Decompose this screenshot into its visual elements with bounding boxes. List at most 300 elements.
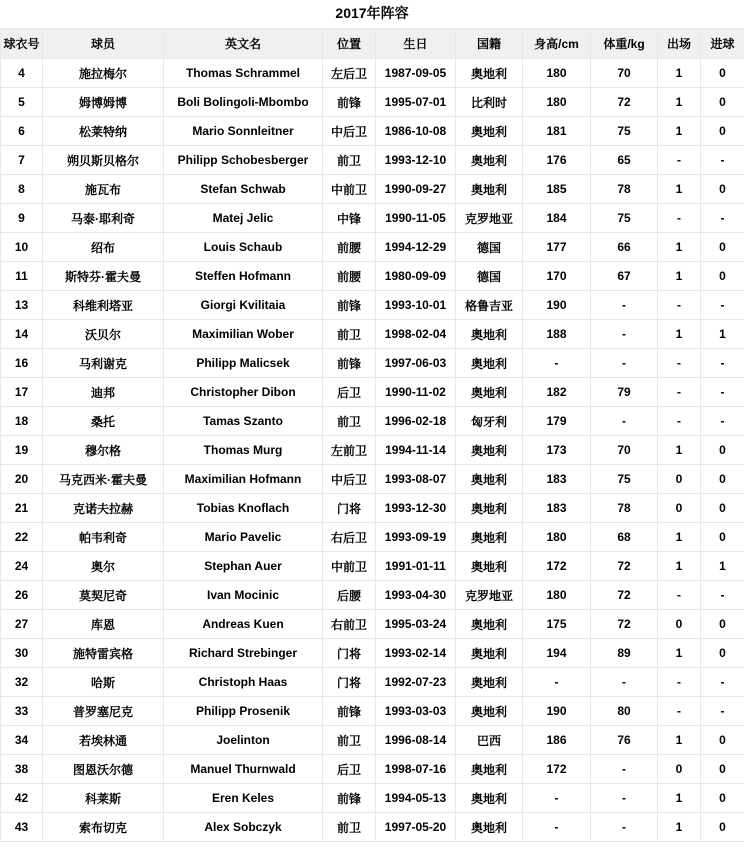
table-cell: 奥地利 [456, 349, 523, 378]
table-cell: Christoph Haas [164, 668, 323, 697]
table-body [1, 59, 744, 842]
table-cell: 1993-12-10 [376, 146, 456, 175]
table-cell: 门将 [323, 494, 376, 523]
table-cell: 奥地利 [456, 320, 523, 349]
table-cell: 76 [591, 726, 658, 755]
table-cell: 奥地利 [456, 436, 523, 465]
column-header: 生日 [376, 29, 456, 59]
table-cell: 奥地利 [456, 59, 523, 88]
header-row [1, 29, 744, 59]
table-cell: 20 [1, 465, 43, 494]
table-cell: - [523, 668, 591, 697]
table-cell: 马克西米·霍夫曼 [43, 465, 164, 494]
table-cell: 中锋 [323, 204, 376, 233]
table-cell: - [591, 291, 658, 320]
column-header: 出场 [658, 29, 701, 59]
table-cell: 188 [523, 320, 591, 349]
table-cell: 斯特芬·霍夫曼 [43, 262, 164, 291]
table-cell: 78 [591, 175, 658, 204]
table-cell: 0 [701, 175, 744, 204]
table-cell: 1 [658, 523, 701, 552]
table-cell: 80 [591, 697, 658, 726]
table-cell: 184 [523, 204, 591, 233]
table-header [1, 29, 744, 59]
table-cell: 1 [658, 233, 701, 262]
table-cell: 普罗塞尼克 [43, 697, 164, 726]
table-cell: - [523, 813, 591, 842]
table-cell: 21 [1, 494, 43, 523]
table-cell: 1 [658, 175, 701, 204]
table-cell: 42 [1, 784, 43, 813]
table-cell: 32 [1, 668, 43, 697]
table-cell: 1 [658, 726, 701, 755]
table-cell: 前锋 [323, 784, 376, 813]
table-cell: 后卫 [323, 755, 376, 784]
table-cell: 前锋 [323, 349, 376, 378]
table-cell: 索布切克 [43, 813, 164, 842]
table-cell: 施特雷宾格 [43, 639, 164, 668]
table-cell: 1996-02-18 [376, 407, 456, 436]
table-cell: 0 [701, 523, 744, 552]
table-cell: 194 [523, 639, 591, 668]
table-cell: 图恩沃尔德 [43, 755, 164, 784]
table-cell: 182 [523, 378, 591, 407]
table-cell: 1980-09-09 [376, 262, 456, 291]
table-cell: 1991-01-11 [376, 552, 456, 581]
table-cell: 43 [1, 813, 43, 842]
table-row [1, 465, 744, 494]
table-cell: - [591, 320, 658, 349]
table-cell: 89 [591, 639, 658, 668]
table-cell: 奥地利 [456, 697, 523, 726]
table-cell: - [701, 668, 744, 697]
table-cell: - [658, 146, 701, 175]
table-cell: 0 [701, 465, 744, 494]
table-cell: 中前卫 [323, 552, 376, 581]
table-cell: Richard Strebinger [164, 639, 323, 668]
table-cell: Mario Sonnleitner [164, 117, 323, 146]
table-cell: 奥地利 [456, 552, 523, 581]
table-cell: 33 [1, 697, 43, 726]
table-cell: Matej Jelic [164, 204, 323, 233]
table-cell: 79 [591, 378, 658, 407]
table-cell: 迪邦 [43, 378, 164, 407]
column-header: 身高/cm [523, 29, 591, 59]
table-cell: Tamas Szanto [164, 407, 323, 436]
table-cell: 0 [701, 726, 744, 755]
table-row [1, 320, 744, 349]
table-cell: 1 [658, 639, 701, 668]
table-cell: 奥地利 [456, 494, 523, 523]
table-cell: 22 [1, 523, 43, 552]
table-cell: - [591, 349, 658, 378]
table-cell: 1 [658, 552, 701, 581]
table-cell: 1997-06-03 [376, 349, 456, 378]
table-cell: 172 [523, 552, 591, 581]
table-cell: Maximilian Hofmann [164, 465, 323, 494]
table-cell: 27 [1, 610, 43, 639]
table-cell: 门将 [323, 668, 376, 697]
table-cell: - [591, 407, 658, 436]
table-cell: - [658, 204, 701, 233]
table-cell: Manuel Thurnwald [164, 755, 323, 784]
table-cell: 穆尔格 [43, 436, 164, 465]
table-row [1, 813, 744, 842]
table-cell: - [591, 784, 658, 813]
table-cell: 科莱斯 [43, 784, 164, 813]
table-cell: Thomas Schrammel [164, 59, 323, 88]
table-cell: 176 [523, 146, 591, 175]
table-cell: 1996-08-14 [376, 726, 456, 755]
table-row [1, 233, 744, 262]
table-cell: 克罗地亚 [456, 204, 523, 233]
table-cell: 8 [1, 175, 43, 204]
table-cell: 67 [591, 262, 658, 291]
table-cell: 1 [658, 784, 701, 813]
table-cell: 左前卫 [323, 436, 376, 465]
table-cell: - [701, 291, 744, 320]
table-cell: 24 [1, 552, 43, 581]
table-cell: 哈斯 [43, 668, 164, 697]
table-cell: 1993-10-01 [376, 291, 456, 320]
table-cell: 巴西 [456, 726, 523, 755]
table-cell: 1 [658, 436, 701, 465]
table-cell: - [701, 204, 744, 233]
table-cell: 180 [523, 88, 591, 117]
table-cell: 0 [658, 610, 701, 639]
table-cell: 克诺夫拉赫 [43, 494, 164, 523]
table-row [1, 407, 744, 436]
table-cell: 0 [701, 784, 744, 813]
table-cell: 4 [1, 59, 43, 88]
table-cell: 1987-09-05 [376, 59, 456, 88]
table-cell: 172 [523, 755, 591, 784]
table-cell: 中后卫 [323, 117, 376, 146]
table-cell: 14 [1, 320, 43, 349]
table-cell: 桑托 [43, 407, 164, 436]
table-cell: 26 [1, 581, 43, 610]
table-cell: 1992-07-23 [376, 668, 456, 697]
table-cell: 奥尔 [43, 552, 164, 581]
table-cell: 马利谢克 [43, 349, 164, 378]
table-row [1, 610, 744, 639]
table-cell: - [701, 697, 744, 726]
table-cell: 75 [591, 117, 658, 146]
table-cell: 德国 [456, 262, 523, 291]
table-cell: 1 [658, 262, 701, 291]
column-header: 进球 [701, 29, 744, 59]
table-cell: 72 [591, 88, 658, 117]
table-row [1, 552, 744, 581]
table-cell: 1990-09-27 [376, 175, 456, 204]
table-cell: 左后卫 [323, 59, 376, 88]
table-cell: 0 [701, 233, 744, 262]
table-cell: 1994-12-29 [376, 233, 456, 262]
table-row [1, 204, 744, 233]
table-row [1, 349, 744, 378]
table-cell: Philipp Schobesberger [164, 146, 323, 175]
table-cell: 前腰 [323, 262, 376, 291]
table-cell: 前锋 [323, 88, 376, 117]
table-cell: 1986-10-08 [376, 117, 456, 146]
table-cell: 若埃林通 [43, 726, 164, 755]
table-cell: 11 [1, 262, 43, 291]
table-cell: Giorgi Kvilitaia [164, 291, 323, 320]
column-header: 体重/kg [591, 29, 658, 59]
table-row [1, 291, 744, 320]
table-row [1, 581, 744, 610]
table-cell: 17 [1, 378, 43, 407]
table-cell: 34 [1, 726, 43, 755]
column-header: 位置 [323, 29, 376, 59]
table-cell: 1998-02-04 [376, 320, 456, 349]
table-cell: 68 [591, 523, 658, 552]
table-cell: - [523, 784, 591, 813]
table-cell: 1 [701, 552, 744, 581]
table-cell: 奥地利 [456, 668, 523, 697]
table-cell: - [658, 378, 701, 407]
table-cell: 0 [701, 59, 744, 88]
column-header: 球衣号 [1, 29, 43, 59]
table-cell: Ivan Mocinic [164, 581, 323, 610]
table-cell: 5 [1, 88, 43, 117]
table-cell: Steffen Hofmann [164, 262, 323, 291]
table-cell: Joelinton [164, 726, 323, 755]
table-cell: 1 [658, 813, 701, 842]
column-header: 国籍 [456, 29, 523, 59]
table-cell: - [701, 407, 744, 436]
table-cell: 9 [1, 204, 43, 233]
table-cell: 奥地利 [456, 610, 523, 639]
table-cell: - [701, 349, 744, 378]
table-cell: Boli Bolingoli-Mbombo [164, 88, 323, 117]
table-cell: 奥地利 [456, 639, 523, 668]
table-cell: 奥地利 [456, 117, 523, 146]
table-cell: 门将 [323, 639, 376, 668]
table-cell: 175 [523, 610, 591, 639]
table-cell: 66 [591, 233, 658, 262]
table-cell: 1995-03-24 [376, 610, 456, 639]
table-cell: 18 [1, 407, 43, 436]
table-row [1, 146, 744, 175]
table-cell: Stefan Schwab [164, 175, 323, 204]
table-cell: 莫契尼奇 [43, 581, 164, 610]
table-cell: 施瓦布 [43, 175, 164, 204]
table-cell: 10 [1, 233, 43, 262]
table-cell: 姆博姆博 [43, 88, 164, 117]
table-cell: 0 [701, 610, 744, 639]
table-cell: 180 [523, 523, 591, 552]
table-row [1, 639, 744, 668]
table-cell: 65 [591, 146, 658, 175]
table-cell: Philipp Prosenik [164, 697, 323, 726]
table-cell: 72 [591, 581, 658, 610]
table-row [1, 378, 744, 407]
table-cell: 松莱特纳 [43, 117, 164, 146]
table-cell: 1 [658, 88, 701, 117]
table-cell: 0 [658, 465, 701, 494]
table-cell: Christopher Dibon [164, 378, 323, 407]
table-cell: 奥地利 [456, 146, 523, 175]
table-cell: 1998-07-16 [376, 755, 456, 784]
table-cell: 179 [523, 407, 591, 436]
table-cell: 19 [1, 436, 43, 465]
table-cell: - [701, 378, 744, 407]
table-cell: 75 [591, 465, 658, 494]
table-cell: 格鲁吉亚 [456, 291, 523, 320]
table-cell: Philipp Malicsek [164, 349, 323, 378]
table-cell: 1993-03-03 [376, 697, 456, 726]
table-cell: 173 [523, 436, 591, 465]
table-cell: 马泰·耶利奇 [43, 204, 164, 233]
table-cell: 78 [591, 494, 658, 523]
table-cell: Thomas Murg [164, 436, 323, 465]
table-cell: 奥地利 [456, 175, 523, 204]
table-row [1, 59, 744, 88]
table-cell: 后卫 [323, 378, 376, 407]
table-row [1, 668, 744, 697]
table-cell: 右后卫 [323, 523, 376, 552]
table-cell: 前卫 [323, 407, 376, 436]
table-cell: - [658, 697, 701, 726]
table-cell: 0 [658, 755, 701, 784]
table-cell: Stephan Auer [164, 552, 323, 581]
table-cell: 185 [523, 175, 591, 204]
table-cell: 1990-11-05 [376, 204, 456, 233]
table-cell: - [658, 291, 701, 320]
table-cell: 匈牙利 [456, 407, 523, 436]
table-cell: 沃贝尔 [43, 320, 164, 349]
table-cell: 0 [701, 639, 744, 668]
table-row [1, 726, 744, 755]
table-cell: Andreas Kuen [164, 610, 323, 639]
table-cell: 180 [523, 59, 591, 88]
table-cell: - [658, 581, 701, 610]
table-cell: 0 [701, 813, 744, 842]
table-cell: 奥地利 [456, 378, 523, 407]
table-cell: 0 [701, 117, 744, 146]
table-cell: 7 [1, 146, 43, 175]
table-row [1, 494, 744, 523]
table-cell: 16 [1, 349, 43, 378]
table-cell: 1994-11-14 [376, 436, 456, 465]
table-cell: 1993-02-14 [376, 639, 456, 668]
table-cell: 1 [658, 320, 701, 349]
table-cell: 中后卫 [323, 465, 376, 494]
table-cell: 72 [591, 552, 658, 581]
table-cell: 中前卫 [323, 175, 376, 204]
table-cell: 186 [523, 726, 591, 755]
table-cell: 190 [523, 291, 591, 320]
table-cell: - [591, 668, 658, 697]
table-cell: 1994-05-13 [376, 784, 456, 813]
table-cell: 183 [523, 465, 591, 494]
table-cell: 177 [523, 233, 591, 262]
table-cell: 183 [523, 494, 591, 523]
table-cell: 1993-09-19 [376, 523, 456, 552]
table-row [1, 262, 744, 291]
table-cell: 6 [1, 117, 43, 146]
table-row [1, 523, 744, 552]
table-row [1, 784, 744, 813]
table-cell: 奥地利 [456, 813, 523, 842]
table-cell: 0 [701, 88, 744, 117]
table-cell: 1993-12-30 [376, 494, 456, 523]
table-cell: 0 [701, 262, 744, 291]
table-cell: 前腰 [323, 233, 376, 262]
table-cell: 朔贝斯贝格尔 [43, 146, 164, 175]
table-cell: 1993-08-07 [376, 465, 456, 494]
table-row [1, 697, 744, 726]
table-cell: 前卫 [323, 320, 376, 349]
table-cell: 0 [701, 436, 744, 465]
table-cell: 0 [701, 755, 744, 784]
table-cell: 1993-04-30 [376, 581, 456, 610]
table-cell: 奥地利 [456, 755, 523, 784]
table-cell: 绍布 [43, 233, 164, 262]
table-cell: 1 [658, 59, 701, 88]
table-cell: 0 [658, 494, 701, 523]
table-cell: 科维利塔亚 [43, 291, 164, 320]
table-cell: 180 [523, 581, 591, 610]
table-cell: 克罗地亚 [456, 581, 523, 610]
table-cell: 帕韦利奇 [43, 523, 164, 552]
table-cell: 1997-05-20 [376, 813, 456, 842]
table-cell: Alex Sobczyk [164, 813, 323, 842]
table-cell: 1 [658, 117, 701, 146]
table-cell: 13 [1, 291, 43, 320]
table-cell: 30 [1, 639, 43, 668]
table-cell: - [591, 755, 658, 784]
table-cell: 前锋 [323, 291, 376, 320]
column-header: 英文名 [164, 29, 323, 59]
table-cell: 德国 [456, 233, 523, 262]
table-cell: 170 [523, 262, 591, 291]
table-cell: 奥地利 [456, 784, 523, 813]
page-title: 2017年阵容 [335, 5, 409, 21]
table-row [1, 175, 744, 204]
table-cell: Tobias Knoflach [164, 494, 323, 523]
table-cell: 1 [701, 320, 744, 349]
table-cell: 70 [591, 59, 658, 88]
table-cell: 70 [591, 436, 658, 465]
table-cell: 0 [701, 494, 744, 523]
table-cell: Louis Schaub [164, 233, 323, 262]
table-cell: 72 [591, 610, 658, 639]
table-cell: - [658, 407, 701, 436]
table-cell: - [523, 349, 591, 378]
table-cell: 38 [1, 755, 43, 784]
roster-table [0, 28, 744, 842]
table-cell: 前卫 [323, 813, 376, 842]
table-cell: 前卫 [323, 146, 376, 175]
table-cell: Eren Keles [164, 784, 323, 813]
table-cell: 前卫 [323, 726, 376, 755]
table-row [1, 436, 744, 465]
table-cell: - [701, 146, 744, 175]
table-cell: 1990-11-02 [376, 378, 456, 407]
table-row [1, 755, 744, 784]
table-cell: - [701, 581, 744, 610]
table-row [1, 117, 744, 146]
table-cell: Maximilian Wober [164, 320, 323, 349]
table-cell: Mario Pavelic [164, 523, 323, 552]
table-cell: 181 [523, 117, 591, 146]
table-cell: 奥地利 [456, 465, 523, 494]
table-cell: 前锋 [323, 697, 376, 726]
column-header: 球员 [43, 29, 164, 59]
table-cell: 施拉梅尔 [43, 59, 164, 88]
